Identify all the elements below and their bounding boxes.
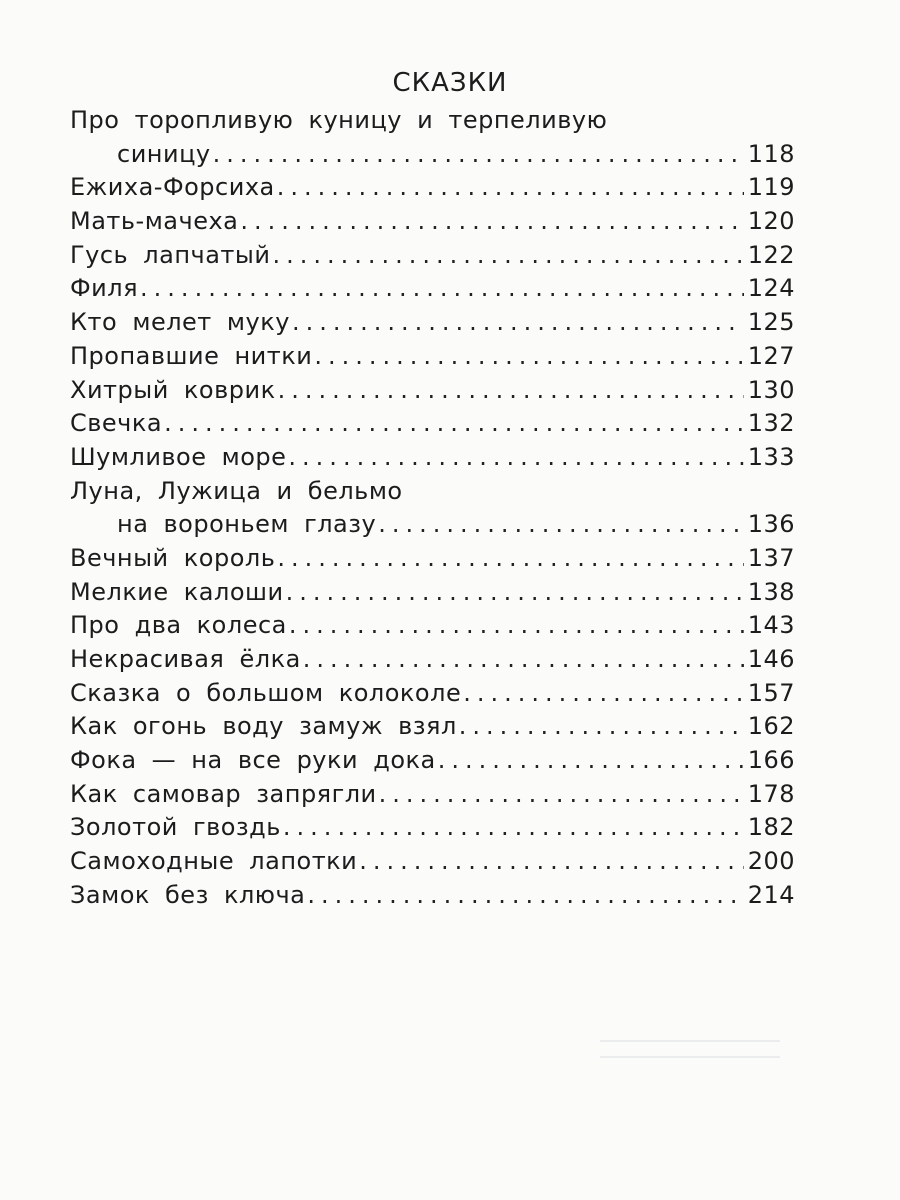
dot-leader <box>459 710 744 744</box>
toc-entry-title: Вечный король <box>70 543 276 572</box>
bleed-through-mark <box>600 1040 780 1058</box>
toc-page-number: 146 <box>747 645 795 673</box>
toc-entry <box>70 239 795 273</box>
dot-leader <box>438 744 744 778</box>
toc-entry-line <box>70 475 795 509</box>
toc-entry <box>70 374 795 408</box>
table-of-contents <box>70 104 795 913</box>
toc-entry-title: Ежиха-Форсиха <box>70 173 275 202</box>
toc-page-number: 125 <box>747 308 795 337</box>
dot-leader <box>286 576 744 610</box>
toc-entry-title: Сказка о большом колоколе <box>70 678 462 707</box>
toc-entry <box>70 609 795 643</box>
dot-leader <box>140 272 744 306</box>
toc-entry <box>70 710 795 744</box>
toc-entry-line <box>70 609 795 643</box>
dot-leader <box>303 643 744 677</box>
toc-entry-line <box>70 845 795 879</box>
toc-page-number: 182 <box>747 813 795 842</box>
toc-entry-title: Про два колеса <box>70 611 287 640</box>
toc-entry <box>70 205 795 239</box>
toc-entry <box>70 643 795 677</box>
toc-entry-title: Кто мелет муку <box>70 308 290 337</box>
toc-page-number: 124 <box>747 274 795 303</box>
toc-page-number: 130 <box>747 375 795 404</box>
toc-entry-line <box>70 407 795 441</box>
toc-entry-line <box>70 879 795 913</box>
toc-entry-line <box>70 576 795 610</box>
toc-page-number: 178 <box>747 779 795 808</box>
dot-leader <box>213 138 744 172</box>
toc-entry-title: Филя <box>70 274 139 303</box>
toc-entry-line <box>70 138 795 172</box>
dot-leader <box>283 811 744 845</box>
toc-entry <box>70 306 795 340</box>
toc-page-number: 200 <box>747 847 795 876</box>
toc-entry-title: Замок без ключа <box>70 880 306 909</box>
toc-entry-line <box>70 778 795 812</box>
toc-entry <box>70 441 795 475</box>
section-title: СКАЗКИ <box>392 68 508 98</box>
dot-leader <box>379 778 744 812</box>
dot-leader <box>307 879 743 913</box>
dot-leader <box>277 171 744 205</box>
toc-entry-title: Как огонь воду замуж взял <box>70 712 457 741</box>
toc-page-number: 166 <box>747 746 795 775</box>
toc-entry-line <box>70 205 795 239</box>
toc-entry-line <box>70 441 795 475</box>
toc-entry-title: на вороньем глазу <box>117 510 377 539</box>
toc-entry <box>70 811 795 845</box>
toc-entry-title: Как самовар запрягли <box>70 779 377 808</box>
toc-entry-line <box>70 811 795 845</box>
toc-page-number: 118 <box>747 139 795 168</box>
toc-entry-title: Некрасивая ёлка <box>70 645 301 673</box>
toc-entry <box>70 475 795 542</box>
toc-entry <box>70 879 795 913</box>
dot-leader <box>463 677 743 711</box>
toc-entry-line <box>70 171 795 205</box>
toc-entry-line <box>70 508 795 542</box>
toc-entry-title: Хитрый коврик <box>70 375 276 404</box>
toc-page-number: 143 <box>747 611 795 640</box>
toc-entry-line <box>70 306 795 340</box>
toc-page-number: 138 <box>747 577 795 606</box>
toc-entry-line <box>70 710 795 744</box>
toc-entry <box>70 104 795 171</box>
dot-leader <box>278 374 744 408</box>
toc-page-number: 127 <box>747 341 795 370</box>
toc-page-number: 122 <box>747 240 795 269</box>
toc-entry-title: Пропавшие нитки <box>70 341 313 370</box>
dot-leader <box>314 340 743 374</box>
toc-entry-title: Золотой гвоздь <box>70 813 281 842</box>
toc-page-number: 133 <box>747 442 795 471</box>
toc-entry <box>70 778 795 812</box>
toc-page-number: 214 <box>747 880 795 909</box>
toc-entry-line <box>70 374 795 408</box>
dot-leader <box>378 508 743 542</box>
toc-entry-title: Гусь лапчатый <box>70 240 271 269</box>
toc-page-number: 137 <box>747 543 795 572</box>
toc-entry-title: Самоходные лапотки <box>70 847 358 876</box>
toc-page-number: 132 <box>747 409 795 438</box>
toc-entry <box>70 576 795 610</box>
toc-page-number: 157 <box>747 678 795 707</box>
toc-entry-line <box>70 104 795 138</box>
toc-page-number: 120 <box>747 207 795 236</box>
toc-entry-line <box>70 272 795 306</box>
toc-page-number: 136 <box>747 510 795 539</box>
toc-entry <box>70 542 795 576</box>
dot-leader <box>292 306 744 340</box>
toc-entry <box>70 744 795 778</box>
toc-entry <box>70 272 795 306</box>
toc-entry-title: Луна, Лужица и бельмо <box>70 476 403 505</box>
dot-leader <box>289 609 744 643</box>
toc-entry-line <box>70 677 795 711</box>
toc-entry-line <box>70 239 795 273</box>
toc-entry-line <box>70 744 795 778</box>
toc-page-number: 162 <box>747 712 795 741</box>
toc-entry-title: синицу <box>117 139 211 168</box>
toc-entry-title: Фока — на все руки дока <box>70 746 436 775</box>
toc-entry-line <box>70 643 795 677</box>
toc-entry-title: Мать-мачеха <box>70 207 239 236</box>
toc-entry-title: Про торопливую куницу и терпеливую <box>70 106 608 134</box>
toc-entry <box>70 340 795 374</box>
toc-entry <box>70 171 795 205</box>
toc-entry-title: Мелкие калоши <box>70 577 284 606</box>
dot-leader <box>277 542 743 576</box>
dot-leader <box>164 407 744 441</box>
dot-leader <box>359 845 743 879</box>
toc-entry-title: Свечка <box>70 409 163 438</box>
dot-leader <box>272 239 743 273</box>
dot-leader <box>288 441 743 475</box>
toc-page-number: 119 <box>747 173 795 202</box>
toc-entry <box>70 677 795 711</box>
toc-entry <box>70 407 795 441</box>
toc-entry <box>70 845 795 879</box>
toc-entry-line <box>70 340 795 374</box>
dot-leader <box>240 205 743 239</box>
toc-entry-title: Шумливое море <box>70 442 287 471</box>
toc-entry-line <box>70 542 795 576</box>
